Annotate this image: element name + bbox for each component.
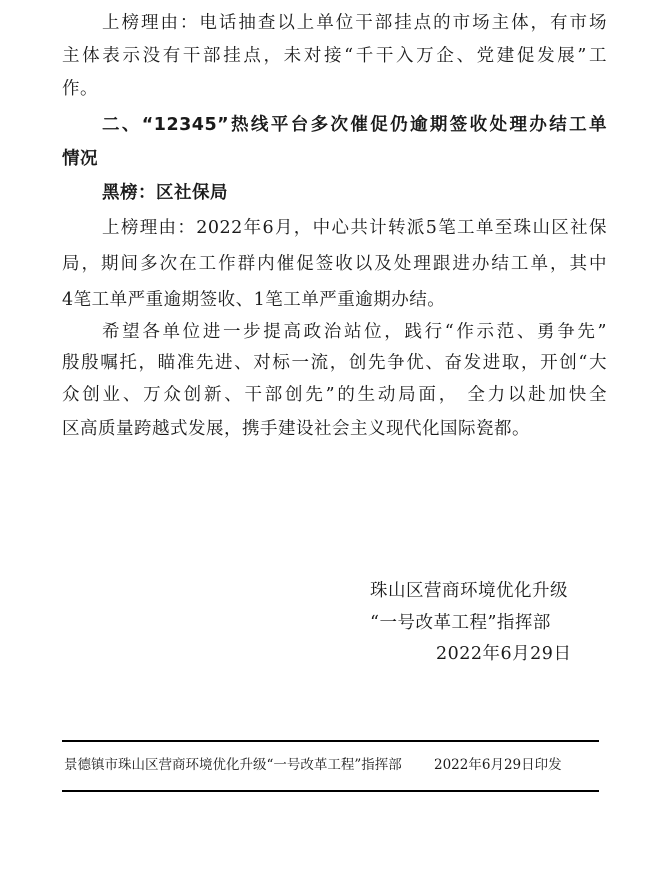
para3-line2: 殷殷嘱托，瞄准先进、对标一流，创先争优、奋发进取，开创“大: [62, 353, 607, 373]
signature-org-line1: 珠山区营商环境优化升级: [370, 581, 568, 601]
para3-line4: 区高质量跨越式发展，携手建设社会主义现代化国际瓷都。: [62, 419, 530, 439]
para2-line1: 上榜理由：2022年6月，中心共计转派5笔工单至珠山区社保: [102, 218, 607, 238]
para1-line1: 上榜理由：电话抽查以上单位干部挂点的市场主体，有市场: [102, 13, 607, 33]
para1-line2: 主体表示没有干部挂点，未对接“千干入万企、党建促发展”工: [62, 46, 607, 66]
para2-line2: 局，期间多次在工作群内催促签收以及处理跟进办结工单，其中: [62, 254, 607, 274]
section2-heading-line1: 二、“12345”热线平台多次催促仍逾期签收处理办结工单: [102, 115, 607, 135]
para1-line3: 作。: [62, 79, 98, 99]
signature-org-line2: “一号改革工程”指挥部: [370, 613, 551, 633]
section2-heading-line2: 情况: [62, 149, 98, 169]
footer-top-rule: [62, 740, 599, 742]
para3-line3: 众创业、万众创新、干部创先”的生动局面， 全力以赴加快全: [62, 385, 607, 405]
signature-date: 2022年6月29日: [436, 644, 572, 664]
footer-bottom-rule: [62, 790, 599, 792]
para3-line1: 希望各单位进一步提高政治站位，践行“作示范、勇争先”: [102, 322, 607, 342]
footer-issuer: 景德镇市珠山区营商环境优化升级“一号改革工程”指挥部: [64, 757, 402, 773]
footer-printed-date: 2022年6月29日印发: [434, 757, 562, 773]
para2-line3: 4笔工单严重逾期签收、1笔工单严重逾期办结。: [62, 290, 446, 310]
blacklist-heading: 黑榜：区社保局: [102, 183, 228, 203]
